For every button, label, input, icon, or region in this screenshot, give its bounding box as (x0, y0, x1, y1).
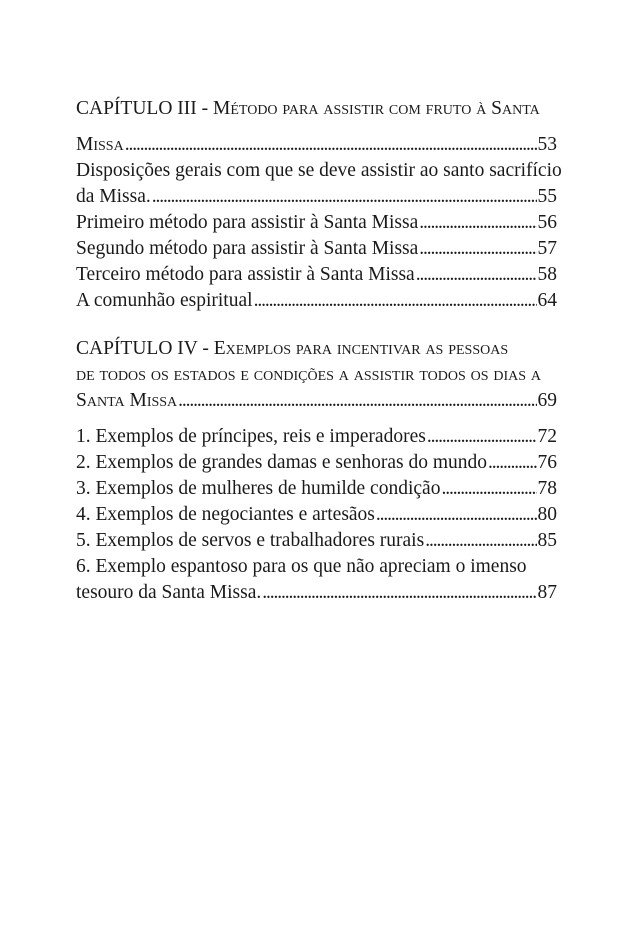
toc-entry-label: Santa Missa (76, 390, 178, 411)
spacer (76, 122, 557, 132)
chapter-3-heading-rest: Método para assistir com fruto à Santa (213, 98, 540, 119)
toc-entry (76, 476, 557, 502)
toc-entry-santa-missa (76, 388, 557, 414)
toc-entry (76, 236, 557, 262)
leader-dots (419, 236, 536, 262)
toc-entry-label: Primeiro método para assistir à Santa Missa (76, 212, 419, 233)
toc-entry-label: 5. Exemplos de servos e trabalhadores rurais (76, 530, 425, 551)
toc-entry-line1: 6. Exemplo espantoso para os que não apreciam o imenso (76, 556, 527, 577)
toc-entry-page: 69 (537, 390, 557, 411)
leader-dots (427, 424, 537, 450)
toc-entry-label: Missa (76, 134, 124, 155)
chapter-4-heading-line2 (76, 362, 557, 388)
spacer (76, 414, 557, 424)
toc-entry-label: 4. Exemplos de negociantes e artesãos (76, 504, 375, 525)
leader-dots (125, 132, 537, 158)
chapter-4-heading-rest: Exemplos para incentivar as pessoas (213, 338, 509, 359)
toc-entry-label: da Missa. (76, 186, 151, 207)
toc-entry (76, 424, 557, 450)
toc-entry-label: tesouro da Santa Missa. (76, 582, 262, 603)
chapter-4-heading-line2-text: de todos os estados e condições a assistir todos os dias a (76, 364, 542, 385)
leader-dots (262, 580, 536, 606)
toc-entry-page: 72 (537, 426, 557, 447)
chapter-3-heading-main: CAPÍTULO III - (76, 98, 214, 119)
spacer (76, 314, 557, 336)
toc-entry (76, 262, 557, 288)
toc-entry (76, 580, 557, 606)
toc-entry-label: A comunhão espiritual (76, 290, 253, 311)
toc-entry-label: Terceiro método para assistir à Santa Missa (76, 264, 415, 285)
leader-dots (178, 388, 536, 414)
toc-entry-page: 55 (537, 186, 557, 207)
leader-dots (416, 262, 537, 288)
toc-entry (76, 502, 557, 528)
toc-entry-page: 64 (537, 290, 557, 311)
chapter-4-heading (76, 336, 557, 362)
toc-entry-page: 57 (537, 238, 557, 259)
toc-entry-page: 53 (537, 134, 557, 155)
toc-entry-label: Segundo método para assistir à Santa Missa (76, 238, 419, 259)
toc-entry (76, 450, 557, 476)
toc-entry-page: 76 (537, 452, 557, 473)
toc-entry-page: 56 (537, 212, 557, 233)
toc-entry-label: 2. Exemplos de grandes damas e senhoras do mundo (76, 452, 488, 473)
toc-entry (76, 528, 557, 554)
leader-dots (441, 476, 536, 502)
toc-entry (76, 288, 557, 314)
leader-dots (488, 450, 536, 476)
toc-entry-line1: Disposições gerais com que se deve assistir ao santo sacrifício (76, 160, 562, 181)
toc-entry-label: 3. Exemplos de mulheres de humilde condição (76, 478, 441, 499)
toc-entry (76, 184, 557, 210)
leader-dots (419, 210, 536, 236)
leader-dots (376, 502, 537, 528)
toc-entry-page: 58 (537, 264, 557, 285)
leader-dots (152, 184, 537, 210)
chapter-4-heading-main: CAPÍTULO IV - (76, 338, 214, 359)
chapter-3-heading (76, 96, 557, 122)
toc-entry-page: 85 (537, 530, 557, 551)
toc-entry-page: 78 (537, 478, 557, 499)
leader-dots (254, 288, 537, 314)
toc-entry-missa (76, 132, 557, 158)
table-of-contents (76, 96, 562, 606)
toc-entry-label: 1. Exemplos de príncipes, reis e imperadores (76, 426, 426, 447)
toc-entry (76, 210, 557, 236)
toc-entry-page: 87 (537, 582, 557, 603)
leader-dots (425, 528, 536, 554)
toc-entry-page: 80 (537, 504, 557, 525)
